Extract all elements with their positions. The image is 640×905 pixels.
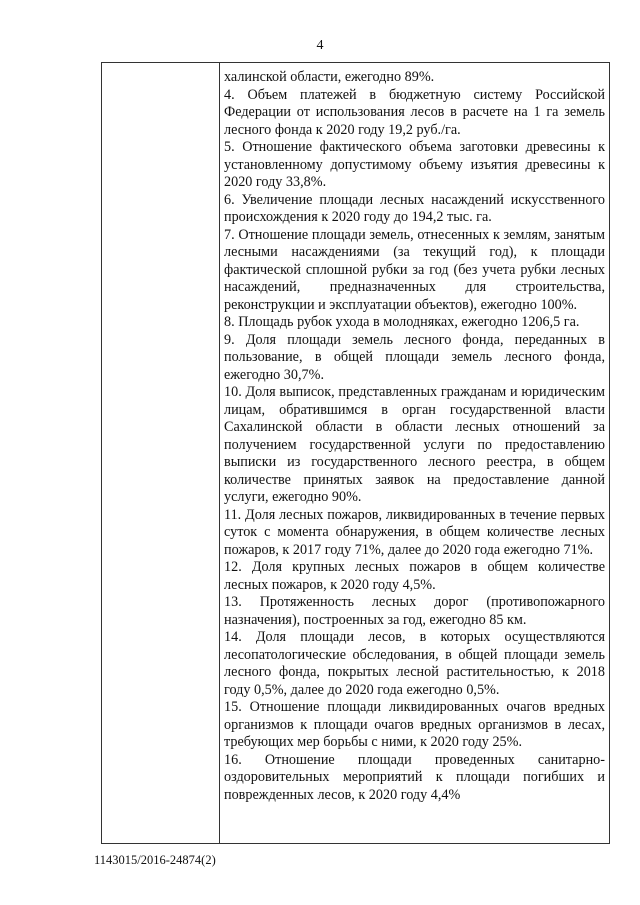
- indicators-cell: [224, 69, 605, 804]
- indicator-item: 8. Площадь рубок ухода в молодняках, ежегодно 1206,5 га.: [224, 314, 580, 330]
- indicator-item: 16. Отношение площади проведенных санитарно-оздоровительных мероприятий к площади погибших и поврежденных лесов, к 2020 году 4,4%: [224, 751, 605, 803]
- indicator-item: 10. Доля выписок, представленных гражданам и юридическим лицам, обратившимся в орган государственной власти Сахалинской области в области лесных отношений за получением государственной услуги по предоставлению выписки из государственного лесного реестра, в общем количестве принятых заявок на предоставление данной услуги, ежегодно 90%.: [224, 384, 605, 505]
- indicator-item: 5. Отношение фактического объема заготовки древесины к установленному допустимому объему изъятия древесины к 2020 году 33,8%.: [224, 139, 605, 190]
- column-divider: [219, 63, 220, 843]
- indicators-table: [101, 62, 610, 844]
- indicator-item: 14. Доля площади лесов, в которых осуществляются лесопатологические обследования, в общей площади земель лесного фонда, покрытых лесной растительностью, к 2018 году 0,5%, далее до 2020 года ежегодно 0,5%.: [224, 629, 605, 698]
- indicator-item: 11. Доля лесных пожаров, ликвидированных в течение первых суток с момента обнаружения, в общем количестве лесных пожаров, к 2017 году 71%, далее до 2020 года ежегодно 71%.: [224, 506, 605, 558]
- indicator-item: 15. Отношение площади ликвидированных очагов вредных организмов к площади очагов вредных организмов в лесах, требующих мер борьбы с ними, к 2020 году 25%.: [224, 699, 605, 750]
- indicator-item: 13. Протяженность лесных дорог (противопожарного назначения), построенных за год, ежегодно 85 км.: [224, 594, 605, 628]
- indicator-item: 12. Доля крупных лесных пожаров в общем количестве лесных пожаров, к 2020 году 4,5%.: [224, 559, 605, 593]
- indicator-item: халинской области, ежегодно 89%.: [224, 69, 435, 85]
- indicator-item: 9. Доля площади земель лесного фонда, переданных в пользование, в общей площади земель лесного фонда, ежегодно 30,7%.: [224, 331, 605, 383]
- page-number: 4: [316, 38, 324, 53]
- indicator-item: 6. Увеличение площади лесных насаждений искусственного происхождения к 2020 году до 194,2 тыс. га.: [224, 191, 605, 225]
- indicator-item: 7. Отношение площади земель, отнесенных к землям, занятым лесными насаждениями (за текущий год), к площади фактической сплошной рубки за год (без учета рубки лесных насаждений, предназначенных для строительства, реконструкции и эксплуатации объектов), ежегодно 100%.: [224, 226, 605, 313]
- document-code: 1143015/2016-24874(2): [94, 853, 216, 867]
- indicator-item: 4. Объем платежей в бюджетную систему Российской Федерации от использования лесов в расчете на 1 га земель лесного фонда к 2020 году 19,2 руб./га.: [224, 86, 605, 138]
